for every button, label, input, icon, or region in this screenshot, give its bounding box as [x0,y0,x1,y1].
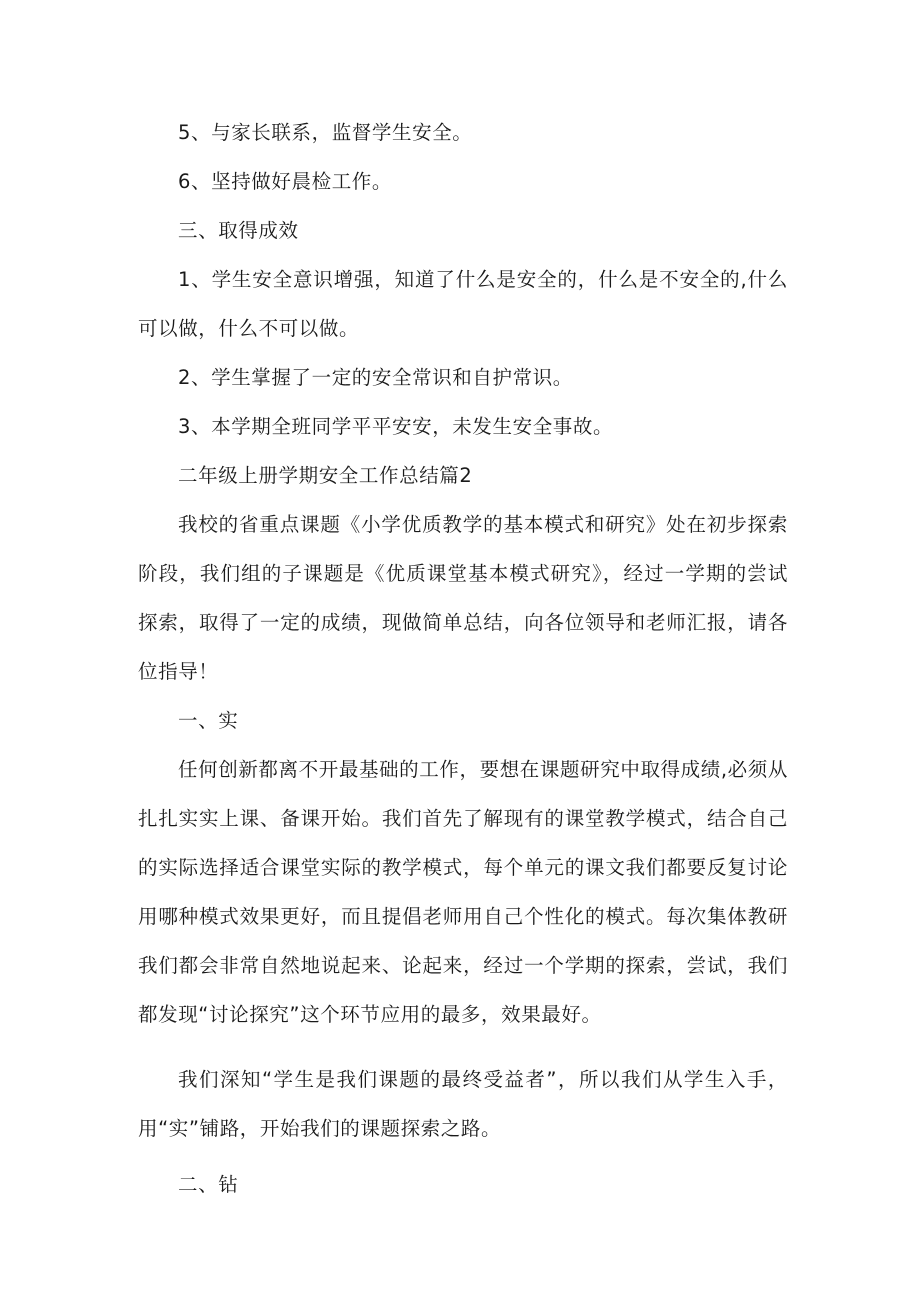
list-item-safety-awareness: 1、学生安全意识增强，知道了什么是安全的，什么是不安全的,什么可以做，什么不可以做。 [138,268,788,340]
section-heading-dig: 二、钻 [178,1173,239,1196]
list-item-contact-parents: 5、与家长联系，监督学生安全。 [178,121,473,144]
article-title: 二年级上册学期安全工作总结篇2 [178,464,473,487]
section-heading-solid: 一、实 [178,709,239,732]
list-item-no-accidents: 3、本学期全班同学平平安安，未发生安全事故。 [178,415,614,438]
paragraph-beneficiary: 我们深知“学生是我们课题的最终受益者”，所以我们从学生入手，用“实”铺路，开始我们的课题探索之路。 [138,1068,788,1140]
list-item-morning-check: 6、坚持做好晨检工作。 [178,170,393,193]
paragraph-intro: 我校的省重点课题《小学优质教学的基本模式和研究》处在初步探索阶段，我们组的子课题是《优质课堂基本模式研究》，经过一学期的尝试探索，取得了一定的成绩，现做简单总结，向各位领导和老师汇报，请各位指导！ [138,513,788,683]
section-heading-results: 三、取得成效 [178,219,299,242]
paragraph-solid-body: 任何创新都离不开最基础的工作，要想在课题研究中取得成绩,必须从扎扎实实上课、备课开始。我们首先了解现有的课堂教学模式，结合自己的实际选择适合课堂实际的教学模式，每个单元的课文我们都要反复讨论用哪种模式效果更好，而且提倡老师用自己个性化的模式。每次集体教研我们都会非常自然地说起来、论起来，经过一个学期的探索，尝试，我们都发现“讨论探究”这个环节应用的最多，效果最好。 [138,758,788,1026]
list-item-safety-knowledge: 2、学生掌握了一定的安全常识和自护常识。 [178,366,573,389]
